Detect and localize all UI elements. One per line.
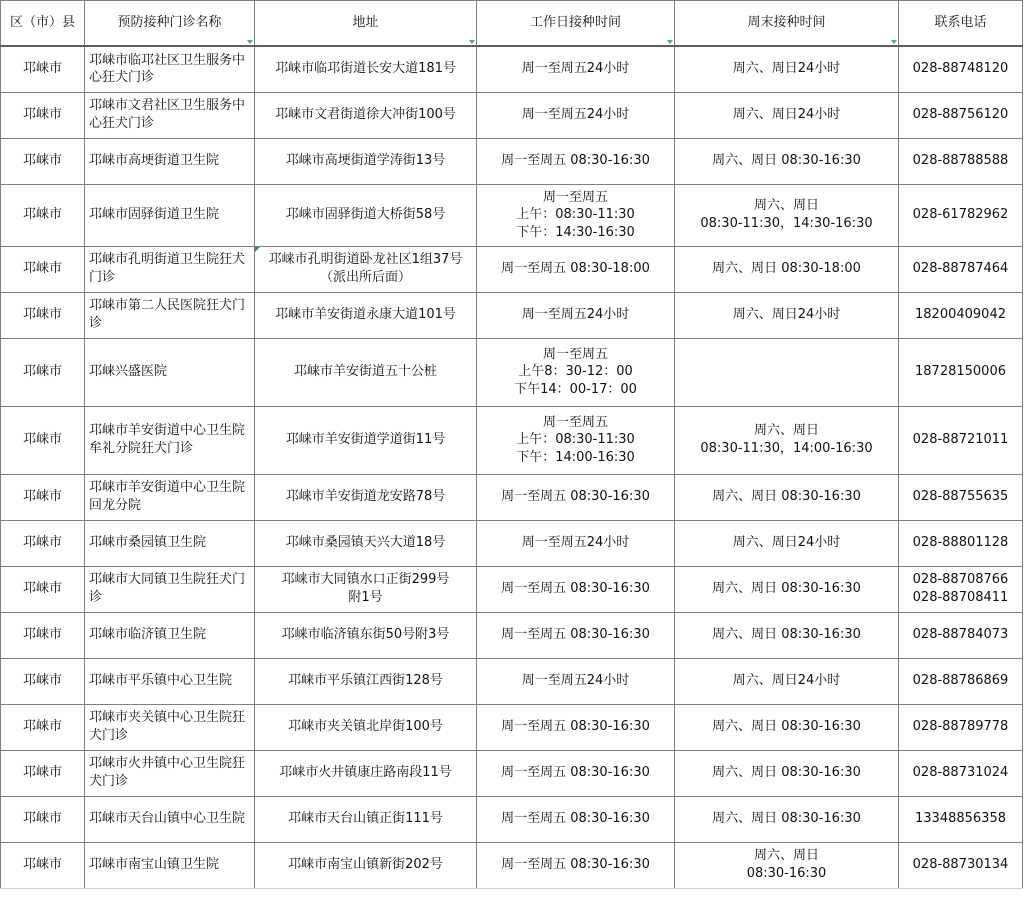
clinic-name-cell[interactable] — [85, 138, 255, 184]
weekend-hours-cell[interactable] — [675, 338, 899, 406]
district-text: 邛崃市 — [22, 107, 62, 123]
weekend-line: 周六、周日 — [753, 848, 819, 864]
address-cell[interactable] — [255, 246, 477, 292]
phone-line: 18728150006 — [915, 364, 1006, 380]
district-cell[interactable] — [1, 796, 85, 842]
weekday-line: 周一至周五 08:30-16:30 — [501, 153, 650, 169]
address-cell[interactable] — [255, 612, 477, 658]
header-district-label: 区（市）县 — [9, 15, 75, 31]
district-cell[interactable] — [1, 46, 85, 92]
clinic-name-text: 邛崃市火井镇中心卫生院狂犬门诊 — [89, 756, 246, 789]
table-row — [1, 842, 1023, 888]
weekend-line: 周六、周日 08:30-16:30 — [712, 627, 861, 643]
filter-dropdown-icon[interactable] — [891, 40, 897, 44]
address-cell[interactable] — [255, 566, 477, 612]
district-cell[interactable] — [1, 92, 85, 138]
weekend-line: 08:30-11:30，14:30-16:30 — [700, 216, 873, 231]
weekend-line: 周六、周日 08:30-16:30 — [712, 811, 861, 827]
district-cell[interactable] — [1, 520, 85, 566]
table-body — [1, 46, 1023, 888]
district-text: 邛崃市 — [22, 364, 62, 380]
weekday-hours-cell[interactable] — [477, 796, 675, 842]
address-line: 邛崃市文君街道徐大冲街100号 — [275, 107, 456, 123]
clinic-name-cell[interactable] — [85, 92, 255, 138]
clinic-name-cell[interactable] — [85, 750, 255, 796]
weekday-line: 周一至周五 — [542, 346, 608, 362]
address-line: 邛崃市桑园镇天兴大道18号 — [285, 535, 446, 551]
clinic-name-text: 邛崃市羊安街道中心卫生院回龙分院 — [89, 480, 246, 513]
table-row — [1, 612, 1023, 658]
header-weekday-hours-label: 工作日接种时间 — [529, 15, 621, 31]
clinic-name-cell[interactable] — [85, 406, 255, 474]
district-text: 邛崃市 — [22, 432, 62, 448]
clinic-name-text: 邛崃兴盛医院 — [89, 364, 168, 380]
address-line: 邛崃市羊安街道五十公桩 — [293, 364, 437, 380]
clinic-name-text: 邛崃市天台山镇中心卫生院 — [89, 811, 246, 827]
phone-line: 028-61782962 — [912, 207, 1009, 223]
address-cell[interactable] — [255, 92, 477, 138]
table-row — [1, 292, 1023, 338]
district-cell[interactable] — [1, 658, 85, 704]
weekday-line: 周一至周五 08:30-16:30 — [501, 811, 650, 827]
address-line: 邛崃市临邛街道长安大道181号 — [275, 61, 456, 77]
weekend-line: 08:30-11:30，14:00-16:30 — [700, 441, 873, 456]
address-line: 邛崃市孔明街道卧龙社区1组37号 — [268, 252, 463, 268]
clinic-name-text: 邛崃市孔明街道卫生院狂犬门诊 — [89, 252, 246, 285]
clinic-name-text: 邛崃市高埂街道卫生院 — [89, 153, 220, 169]
phone-line: 028-88755635 — [912, 489, 1009, 505]
weekday-line: 上午：08:30-11:30 — [516, 207, 635, 223]
weekend-line: 周六、周日 08:30-18:00 — [712, 261, 861, 277]
phone-line: 18200409042 — [915, 307, 1006, 323]
address-line: 邛崃市羊安街道永康大道101号 — [275, 307, 456, 323]
header-phone-label: 联系电话 — [934, 15, 987, 31]
clinic-name-cell[interactable] — [85, 612, 255, 658]
weekend-line: 周六、周日 08:30-16:30 — [712, 719, 861, 735]
header-weekend-hours-label: 周末接种时间 — [747, 15, 826, 31]
clinic-name-text: 邛崃市平乐镇中心卫生院 — [89, 673, 233, 689]
address-cell[interactable] — [255, 704, 477, 750]
weekday-hours-cell[interactable] — [477, 406, 675, 474]
clinic-name-cell[interactable] — [85, 246, 255, 292]
table-row — [1, 138, 1023, 184]
table-row — [1, 246, 1023, 292]
weekday-line: 周一至周五24小时 — [521, 107, 630, 123]
phone-line: 028-88784073 — [912, 627, 1009, 643]
weekday-line: 周一至周五 — [542, 414, 608, 430]
weekday-line: 周一至周五 08:30-16:30 — [501, 581, 650, 597]
address-cell[interactable] — [255, 842, 477, 888]
weekday-hours-cell[interactable] — [477, 292, 675, 338]
phone-line: 028-88730134 — [912, 857, 1009, 873]
phone-line: 028-88721011 — [912, 432, 1009, 448]
phone-line: 028-88786869 — [912, 673, 1009, 689]
phone-cell[interactable] — [899, 246, 1023, 292]
district-cell[interactable] — [1, 406, 85, 474]
weekday-line: 周一至周五24小时 — [521, 61, 630, 77]
clinic-name-cell[interactable] — [85, 704, 255, 750]
weekday-line: 周一至周五24小时 — [521, 535, 630, 551]
clinic-name-cell[interactable] — [85, 842, 255, 888]
clinic-name-text: 邛崃市固驿街道卫生院 — [89, 207, 220, 223]
weekday-line: 周一至周五 08:30-16:30 — [501, 765, 650, 781]
clinic-name-text: 邛崃市大同镇卫生院狂犬门诊 — [89, 572, 246, 605]
district-text: 邛崃市 — [22, 61, 62, 77]
address-line: 邛崃市高埂街道学涛街13号 — [285, 153, 446, 169]
weekday-line: 下午：14:30-16:30 — [516, 224, 635, 240]
phone-cell[interactable] — [899, 842, 1023, 888]
weekday-hours-cell[interactable] — [477, 704, 675, 750]
weekday-hours-cell[interactable] — [477, 520, 675, 566]
phone-line: 028-88788588 — [912, 153, 1009, 169]
address-line: 邛崃市夹关镇北岸街100号 — [288, 719, 443, 735]
phone-line: 028-88787464 — [912, 261, 1009, 277]
weekday-line: 周一至周五 08:30-16:30 — [501, 857, 650, 873]
weekend-hours-cell[interactable] — [675, 612, 899, 658]
clinic-name-text: 邛崃市羊安街道中心卫生院牟礼分院狂犬门诊 — [89, 423, 246, 456]
phone-cell[interactable] — [899, 138, 1023, 184]
district-text: 邛崃市 — [22, 673, 62, 689]
weekend-hours-cell[interactable] — [675, 184, 899, 246]
weekday-line: 周一至周五 08:30-16:30 — [501, 627, 650, 643]
phone-cell[interactable] — [899, 612, 1023, 658]
district-text: 邛崃市 — [22, 207, 62, 223]
phone-cell[interactable] — [899, 406, 1023, 474]
address-line: 邛崃市固驿街道大桥街58号 — [285, 207, 446, 223]
table-row — [1, 184, 1023, 246]
table-row — [1, 796, 1023, 842]
weekend-hours-cell[interactable] — [675, 406, 899, 474]
weekday-hours-cell[interactable] — [477, 750, 675, 796]
clinic-name-cell[interactable] — [85, 566, 255, 612]
table-row — [1, 704, 1023, 750]
weekday-line: 周一至周五 — [542, 189, 608, 205]
address-cell[interactable] — [255, 184, 477, 246]
weekend-line: 周六、周日 08:30-16:30 — [712, 581, 861, 597]
district-cell[interactable] — [1, 704, 85, 750]
table-row — [1, 92, 1023, 138]
clinic-name-cell[interactable] — [85, 658, 255, 704]
phone-cell[interactable] — [899, 750, 1023, 796]
address-line: 邛崃市南宝山镇新街202号 — [288, 857, 443, 873]
weekday-line: 上午8：30-12：00 — [518, 364, 633, 380]
weekend-hours-cell[interactable] — [675, 796, 899, 842]
clinic-name-text: 邛崃市桑园镇卫生院 — [89, 535, 207, 551]
header-clinic-name[interactable] — [85, 1, 255, 47]
address-line: 邛崃市平乐镇江西街128号 — [288, 673, 443, 689]
clinic-name-text: 邛崃市第二人民医院狂犬门诊 — [89, 298, 246, 331]
phone-cell[interactable] — [899, 474, 1023, 520]
phone-cell[interactable] — [899, 658, 1023, 704]
address-cell[interactable] — [255, 750, 477, 796]
district-text: 邛崃市 — [22, 627, 62, 643]
district-text: 邛崃市 — [22, 489, 62, 505]
address-cell[interactable] — [255, 474, 477, 520]
clinic-name-text: 邛崃市夹关镇中心卫生院狂犬门诊 — [89, 710, 246, 743]
clinic-name-text: 邛崃市临济镇卫生院 — [89, 627, 207, 643]
district-cell[interactable] — [1, 750, 85, 796]
weekday-hours-cell[interactable] — [477, 338, 675, 406]
weekend-hours-cell[interactable] — [675, 246, 899, 292]
weekday-hours-cell[interactable] — [477, 842, 675, 888]
clinic-name-cell[interactable] — [85, 338, 255, 406]
district-cell[interactable] — [1, 566, 85, 612]
address-cell[interactable] — [255, 138, 477, 184]
weekend-line: 周六、周日24小时 — [732, 673, 841, 689]
phone-line: 028-88708766 — [912, 572, 1009, 588]
phone-cell[interactable] — [899, 704, 1023, 750]
address-cell[interactable] — [255, 520, 477, 566]
weekend-line: 周六、周日 — [753, 423, 819, 439]
weekday-line: 上午：08:30-11:30 — [516, 432, 635, 448]
filter-dropdown-icon[interactable] — [667, 40, 673, 44]
weekend-hours-cell[interactable] — [675, 750, 899, 796]
district-cell[interactable] — [1, 842, 85, 888]
cell-comment-marker-icon — [255, 247, 260, 252]
table-row — [1, 46, 1023, 92]
phone-cell[interactable] — [899, 796, 1023, 842]
address-line: 邛崃市大同镇水口正街299号 — [281, 572, 450, 588]
address-cell[interactable] — [255, 46, 477, 92]
weekend-hours-cell[interactable] — [675, 704, 899, 750]
district-text: 邛崃市 — [22, 307, 62, 323]
address-line: 邛崃市火井镇康庄路南段11号 — [279, 765, 452, 781]
phone-line: 028-88789778 — [912, 719, 1009, 735]
clinic-name-text: 邛崃市文君社区卫生服务中心狂犬门诊 — [89, 98, 246, 131]
district-text: 邛崃市 — [22, 535, 62, 551]
table-row — [1, 750, 1023, 796]
address-cell[interactable] — [255, 292, 477, 338]
weekend-line: 08:30-16:30 — [746, 866, 827, 881]
weekday-hours-cell[interactable] — [477, 246, 675, 292]
header-weekday-hours[interactable] — [477, 1, 675, 47]
weekend-hours-cell[interactable] — [675, 92, 899, 138]
district-cell[interactable] — [1, 338, 85, 406]
district-text: 邛崃市 — [22, 811, 62, 827]
weekday-line: 周一至周五24小时 — [521, 673, 630, 689]
weekend-line: 周六、周日 08:30-16:30 — [712, 765, 861, 781]
weekend-line: 周六、周日24小时 — [732, 107, 841, 123]
clinic-name-cell[interactable] — [85, 520, 255, 566]
header-address-label: 地址 — [352, 15, 379, 31]
district-text: 邛崃市 — [22, 581, 62, 597]
weekend-line: 周六、周日24小时 — [732, 307, 841, 323]
table-header — [1, 1, 1023, 47]
table-row — [1, 338, 1023, 406]
weekend-hours-cell[interactable] — [675, 292, 899, 338]
address-line: 邛崃市羊安街道学道街11号 — [285, 432, 446, 448]
address-line: 邛崃市天台山镇正街111号 — [288, 811, 443, 827]
phone-cell[interactable] — [899, 46, 1023, 92]
address-cell[interactable] — [255, 338, 477, 406]
district-cell[interactable] — [1, 612, 85, 658]
phone-line: 028-88731024 — [912, 765, 1009, 781]
table-row — [1, 566, 1023, 612]
district-text: 邛崃市 — [22, 719, 62, 735]
district-cell[interactable] — [1, 292, 85, 338]
phone-line: 028-88748120 — [912, 61, 1009, 77]
weekday-hours-cell[interactable] — [477, 612, 675, 658]
clinic-name-text: 邛崃市南宝山镇卫生院 — [89, 857, 220, 873]
phone-line: 028-88708411 — [912, 590, 1009, 605]
weekend-hours-cell[interactable] — [675, 520, 899, 566]
table-row — [1, 520, 1023, 566]
weekday-line: 周一至周五 08:30-16:30 — [501, 489, 650, 505]
clinic-name-cell[interactable] — [85, 46, 255, 92]
address-cell[interactable] — [255, 658, 477, 704]
weekend-line: 周六、周日24小时 — [732, 535, 841, 551]
district-cell[interactable] — [1, 138, 85, 184]
district-cell[interactable] — [1, 184, 85, 246]
address-line: 邛崃市羊安街道龙安路78号 — [285, 489, 446, 505]
header-phone[interactable] — [899, 1, 1023, 47]
header-clinic-name-label: 预防接种门诊名称 — [117, 15, 222, 31]
district-text: 邛崃市 — [22, 153, 62, 169]
phone-cell[interactable] — [899, 292, 1023, 338]
header-address[interactable] — [255, 1, 477, 47]
phone-line: 13348856358 — [915, 811, 1006, 827]
filter-dropdown-icon[interactable] — [469, 40, 475, 44]
phone-line: 028-88756120 — [912, 107, 1009, 123]
weekend-line: 周六、周日 08:30-16:30 — [712, 153, 861, 169]
weekday-line: 下午：14:00-16:30 — [516, 449, 635, 465]
table-row — [1, 474, 1023, 520]
weekday-hours-cell[interactable] — [477, 184, 675, 246]
clinic-name-text: 邛崃市临邛社区卫生服务中心狂犬门诊 — [89, 52, 246, 86]
weekday-line: 周一至周五 08:30-16:30 — [501, 719, 650, 735]
weekend-line: 周六、周日 — [753, 198, 819, 214]
phone-cell[interactable] — [899, 92, 1023, 138]
weekday-hours-cell[interactable] — [477, 138, 675, 184]
header-weekend-hours[interactable] — [675, 1, 899, 47]
weekday-hours-cell[interactable] — [477, 46, 675, 92]
clinic-name-cell[interactable] — [85, 796, 255, 842]
header-district[interactable] — [1, 1, 85, 47]
phone-line: 028-88801128 — [912, 535, 1009, 551]
address-cell[interactable] — [255, 796, 477, 842]
weekday-hours-cell[interactable] — [477, 658, 675, 704]
phone-cell[interactable] — [899, 566, 1023, 612]
district-cell[interactable] — [1, 474, 85, 520]
phone-cell[interactable] — [899, 520, 1023, 566]
weekday-line: 周一至周五 08:30-18:00 — [501, 261, 650, 277]
weekend-hours-cell[interactable] — [675, 138, 899, 184]
phone-cell[interactable] — [899, 338, 1023, 406]
header-row — [1, 1, 1023, 47]
weekend-hours-cell[interactable] — [675, 46, 899, 92]
district-text: 邛崃市 — [22, 857, 62, 873]
address-line: 邛崃市临济镇东街50号附3号 — [281, 627, 450, 643]
weekday-hours-cell[interactable] — [477, 474, 675, 520]
weekday-line: 下午14：00-17：00 — [514, 381, 637, 397]
weekend-hours-cell[interactable] — [675, 842, 899, 888]
filter-dropdown-icon[interactable] — [247, 40, 253, 44]
weekend-line: 周六、周日 08:30-16:30 — [712, 489, 861, 505]
phone-cell[interactable] — [899, 184, 1023, 246]
weekday-hours-cell[interactable] — [477, 566, 675, 612]
weekend-hours-cell[interactable] — [675, 566, 899, 612]
weekday-line: 周一至周五24小时 — [521, 307, 630, 323]
address-line: （派出所后面） — [319, 270, 411, 285]
district-text: 邛崃市 — [22, 765, 62, 781]
address-line: 附1号 — [348, 590, 383, 605]
weekday-hours-cell[interactable] — [477, 92, 675, 138]
clinic-name-cell[interactable] — [85, 184, 255, 246]
clinic-name-cell[interactable] — [85, 474, 255, 520]
table-row — [1, 406, 1023, 474]
address-cell[interactable] — [255, 406, 477, 474]
district-text: 邛崃市 — [22, 261, 62, 277]
weekend-hours-cell[interactable] — [675, 474, 899, 520]
weekend-hours-cell[interactable] — [675, 658, 899, 704]
weekend-line: 周六、周日24小时 — [732, 61, 841, 77]
clinic-name-cell[interactable] — [85, 292, 255, 338]
table-row — [1, 658, 1023, 704]
district-cell[interactable] — [1, 246, 85, 292]
